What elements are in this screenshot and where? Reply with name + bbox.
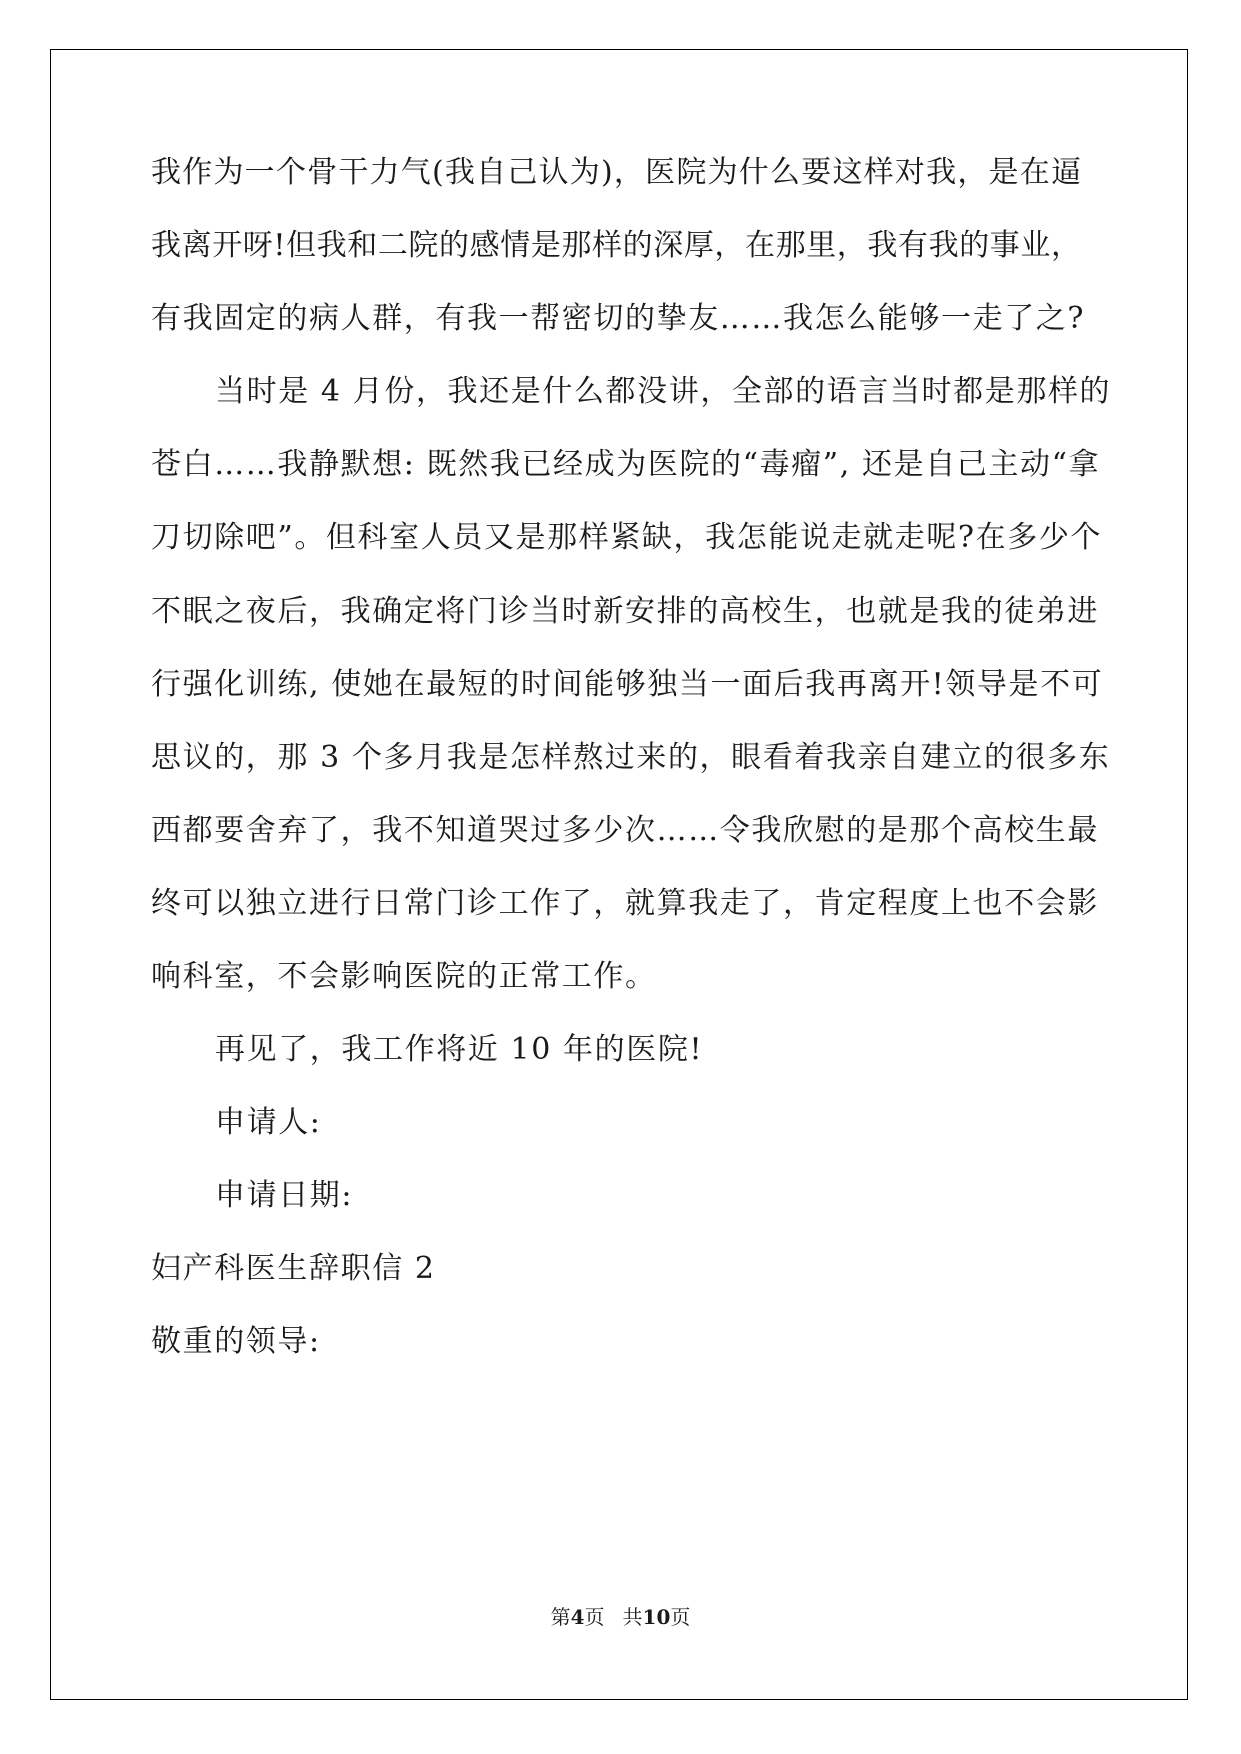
page-suffix: 页 bbox=[584, 1605, 605, 1629]
body-line-2: 我离开呀!但我和二院的感情是那样的深厚，在那里，我有我的事业， bbox=[151, 228, 1081, 263]
total-page-number: 10 bbox=[642, 1605, 671, 1629]
total-prefix: 共 bbox=[622, 1605, 643, 1629]
body-line-3: 有我固定的病人群，有我一帮密切的挚友……我怎么能够一走了之? bbox=[151, 301, 1086, 336]
body-line-7: 不眠之夜后，我确定将门诊当时新安排的高校生，也就是我的徒弟进 bbox=[151, 594, 1099, 629]
total-suffix: 页 bbox=[670, 1605, 691, 1629]
application-date-label: 申请日期: bbox=[215, 1178, 354, 1213]
body-line-9: 思议的，那 3 个多月我是怎样熬过来的，眼看着我亲自建立的很多东 bbox=[151, 740, 1111, 775]
body-line-12: 响科室，不会影响医院的正常工作。 bbox=[151, 959, 657, 994]
body-line-1: 我作为一个骨干力气(我自己认为)，医院为什么要这样对我，是在逼 bbox=[151, 155, 1081, 190]
body-line-5: 苍白……我静默想: 既然我已经成为医院的“毒瘤”, 还是自己主动“拿 bbox=[151, 447, 1101, 482]
page-prefix: 第 bbox=[550, 1605, 571, 1629]
body-line-8: 行强化训练, 使她在最短的时间能够独当一面后我再离开!领导是不可 bbox=[151, 667, 1104, 702]
applicant-label: 申请人: bbox=[215, 1105, 322, 1140]
current-page-number: 4 bbox=[570, 1605, 585, 1629]
page-footer bbox=[0, 1605, 1241, 1629]
page-border bbox=[50, 49, 1188, 1700]
body-line-4: 当时是 4 月份，我还是什么都没讲，全部的语言当时都是那样的 bbox=[215, 374, 1112, 409]
body-line-6: 刀切除吧”。但科室人员又是那样紧缺，我怎能说走就走呢?在多少个 bbox=[151, 520, 1103, 555]
salutation: 敬重的领导: bbox=[151, 1324, 321, 1359]
farewell-line: 再见了，我工作将近 10 年的医院! bbox=[215, 1032, 704, 1067]
body-line-10: 西都要舍弃了，我不知道哭过多少次……令我欣慰的是那个高校生最 bbox=[151, 813, 1099, 848]
section-title: 妇产科医生辞职信 2 bbox=[151, 1251, 436, 1286]
body-line-11: 终可以独立进行日常门诊工作了，就算我走了，肯定程度上也不会影 bbox=[151, 886, 1099, 921]
